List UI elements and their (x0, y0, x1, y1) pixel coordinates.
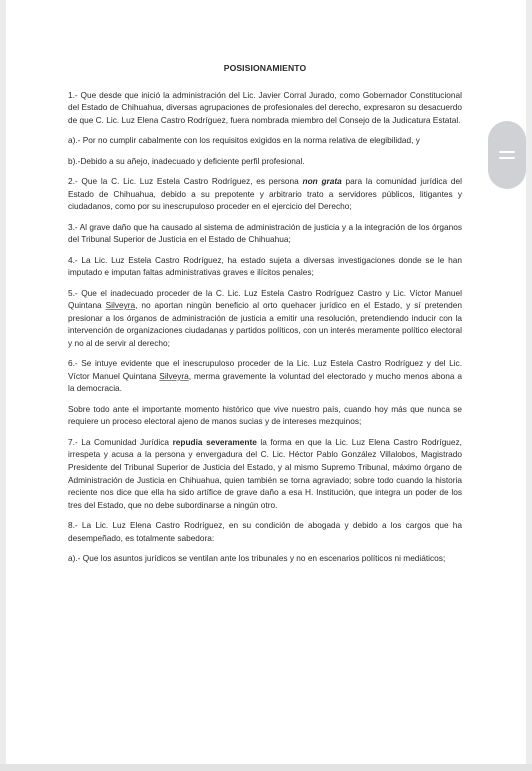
document-title: POSISIONAMIENTO (223, 63, 307, 73)
paragraph-7-pre: 7.- La Comunidad Jurídica (68, 436, 173, 447)
silveyra-spellcheck-word: Silveyra (159, 370, 189, 381)
paragraph-2-pre: 2.- Que la C. Lic. Luz Estela Castro Rodríguez, es persona (68, 175, 303, 186)
paragraph-7-post: la forma en que la Lic. Luz Elena Castro Rodríguez, irrespeta y acusa a la persona y envergadura del C. Lic. Héctor Pablo González Villalobos, Magistrado Presidente del Tribunal Superior de Justicia del Estado, y al mismo Supremo Tribunal, máximo órgano de Administración de Justicia en Chihuahua, quien también se torna agraviado; sobre todo cuando la historia reciente nos dice que ella ha sido artífice de grave daño a esa H. Institución, que integra un poder de los tres del Estado, que no debe subordinarse a ningún otro. (68, 436, 462, 510)
paragraph-2-post: para la comunidad jurídica del Estado de Chihuahua, debido a su prepotente y arbitrario trato a servidores públicos, litigantes y ciudadanos, como por su inescrupuloso proceder en el ejercicio del Derecho; (68, 175, 462, 212)
scroll-handle[interactable] (488, 121, 526, 189)
paragraph-8: 8.- La Lic. Luz Elena Castro Rodríguez, en su condición de abogada y debido a los cargos que ha desempeñado, es totalmente sabedora: (68, 520, 462, 543)
paragraph-6-pre: 6.- Se intuye evidente que el inescrupuloso proceder de la Lic. Luz Estela Castro Rodríguez y del Lic. Víctor Manuel Quintana (68, 358, 462, 381)
paragraph-1a: a).- Por no cumplir cabalmente con los requisitos exigidos en la norma relativa de elegibilidad, y (68, 135, 420, 146)
document-body (68, 62, 462, 573)
paragraph-7 (68, 436, 462, 512)
paragraph-5 (68, 287, 462, 350)
paragraph-8a: a).- Que los asuntos jurídicos se ventilan ante los tribunales y no en escenarios políticos ni mediáticos; (68, 553, 446, 564)
non-grata-emphasis: non grata (302, 175, 342, 186)
paragraph-6-post: , merma gravemente la voluntad del electorado y mucho menos abona a la democracia. (68, 370, 462, 394)
paragraph-4: 4.- La Lic. Luz Estela Castro Rodríguez, ha estado sujeta a diversas investigaciones donde se le han imputado e imputan faltas administrativas graves e ilícitos penales; (68, 254, 462, 278)
paragraph-5-pre: 5.- Que el inadecuado proceder de la C. Lic. Luz Estela Castro Rodríguez Castro y Lic. Víctor Manuel Quintana (68, 287, 462, 311)
paragraph-3: 3.- Al grave daño que ha causado al sistema de administración de justicia y a la integración de los órganos del Tribunal Superior de Justicia en el Estado de Chihuahua; (68, 221, 462, 245)
silveyra-spellcheck-word: Silveyra (105, 300, 136, 311)
paragraph-1b: b).-Debido a su añejo, inadecuado y deficiente perfil profesional. (68, 155, 305, 166)
paragraph-6 (68, 357, 462, 395)
paragraph-2 (68, 175, 462, 213)
page-bottom-edge (0, 764, 532, 771)
paragraph-6b: Sobre todo ante el importante momento histórico que vive nuestro país, cuando hoy más que nunca se requiere un proceso electoral ajeno de manos sucias y de intereses mezquinos; (68, 403, 462, 427)
document-page (6, 0, 526, 771)
repudia-emphasis: repudia severamente (172, 436, 257, 447)
paragraph-1: 1.- Que desde que inició la administración del Lic. Javier Corral Jurado, como Gobernador Constitucional del Estado de Chihuahua, diversas agrupaciones de profesionales del derecho, expresaron su desacuerdo de que C. Lic. Luz Elena Castro Rodríguez, fuera nombrada miembro del Consejo de la Judicatura Estatal. (68, 89, 462, 125)
paragraph-5-post: , no aportan ningún beneficio al orto quehacer jurídico en el Estado, y sí pretenden presionar a los órganos de administración de justicia a emitir una resolución, pretendiendo inducir con la intervención de organizaciones ciudadanas y partidos políticos, con un interés meramente político electoral y no al de servir al derecho; (68, 300, 462, 348)
